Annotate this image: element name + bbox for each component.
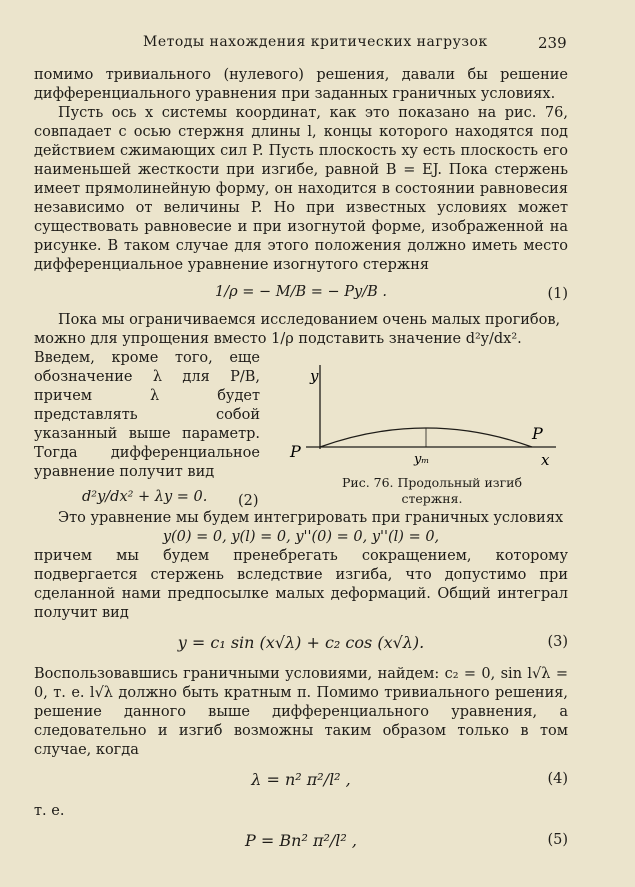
paragraph-1: помимо тривиального (нулевого) решения, давали бы решение дифференциального уравнения при заданных граничных условиях.: [34, 67, 568, 102]
equation-4: [34, 760, 568, 802]
x-axis-label: x: [541, 451, 550, 469]
equation-4-expr: λ = n² π²/l² ,: [251, 770, 351, 789]
load-label-left: P: [290, 442, 301, 461]
equation-2-expr: d²y/dx² + λy = 0.: [82, 489, 208, 505]
equation-2-number: (2): [238, 493, 259, 509]
equation-3-number: (3): [547, 634, 568, 650]
paragraph-5: причем мы будем пренебрегать сокращением, которому подвергается стержень вследствие изгиба, что допустимо при сделанной нами предпосылке малых деформаций. Общий интеграл получит вид: [34, 548, 568, 621]
wrapped-text: [34, 349, 260, 516]
paragraph-3a: Пока мы ограничиваемся исследованием очень малых прогибов,: [58, 312, 561, 328]
running-title: Методы нахождения критических нагрузок: [143, 34, 488, 50]
equation-5: [34, 821, 568, 863]
page-number: 239: [538, 34, 567, 52]
beam-diagram: [286, 359, 576, 474]
equation-1-number: (1): [547, 286, 568, 302]
equation-1: [34, 275, 568, 311]
y-axis-label: y: [310, 367, 319, 385]
paragraph-4: Это уравнение мы будем интегрировать при граничных условиях: [58, 510, 564, 526]
paragraph-3c: Введем, кроме того, еще обозначение λ для P/B, причем λ будет представлять собой указанный выше параметр. Тогда дифференциальное уравнение получит вид: [34, 350, 260, 480]
figure-caption: Рис. 76. Продольный изгиб стержня.: [341, 475, 523, 506]
boundary-conditions: y(0) = 0, y(l) = 0, y''(0) = 0, y''(l) = 0,: [162, 529, 440, 545]
page-body: [34, 66, 568, 863]
text-with-figure: [34, 349, 568, 509]
paragraph-3b: можно для упрощения вместо 1/ρ подставить значение d²y/dx².: [34, 331, 522, 347]
paragraph-2: Пусть ось x системы координат, как это показано на рис. 76, совпадает с осью стержня длины l, концы которого находятся под действием сжимающих сил P. Пусть плоскость xy есть плоскость его наименьшей жесткости при изгибе, равной B = EJ. Пока стержень имеет прямолинейную форму, он находится в состоянии равновесия независимо от величины P. Но при известных условиях может существовать равновесие и при изогнутой форме, изображенной на рисунке. В таком случае для этого положения должно иметь место дифференциальное уравнение изогнутого стержня: [34, 105, 568, 273]
equation-3: [34, 623, 568, 665]
equation-3-expr: y = c₁ sin (x√λ) + c₂ cos (x√λ).: [177, 633, 425, 652]
paragraph-6: Воспользовавшись граничными условиями, найдем: c₂ = 0, sin l√λ = 0, т. е. l√λ должно быть кратным π. Помимо тривиального решения, решение данного выше дифференциального уравнения, а следовательно и изгиб возможны таким образом только в том случае, когда: [34, 666, 568, 758]
equation-5-number: (5): [547, 832, 568, 848]
equation-1-expr: 1/ρ = − M/B = − Py/B .: [215, 284, 387, 300]
deflection-label: yₘ: [414, 452, 430, 467]
figure-76: [286, 359, 576, 509]
load-label-right: P: [532, 424, 543, 443]
te-text: т. е.: [34, 803, 65, 819]
equation-5-expr: P = Bn² π²/l² ,: [245, 831, 357, 850]
equation-2: [34, 482, 260, 516]
equation-4-number: (4): [547, 771, 568, 787]
running-header: [0, 34, 635, 56]
